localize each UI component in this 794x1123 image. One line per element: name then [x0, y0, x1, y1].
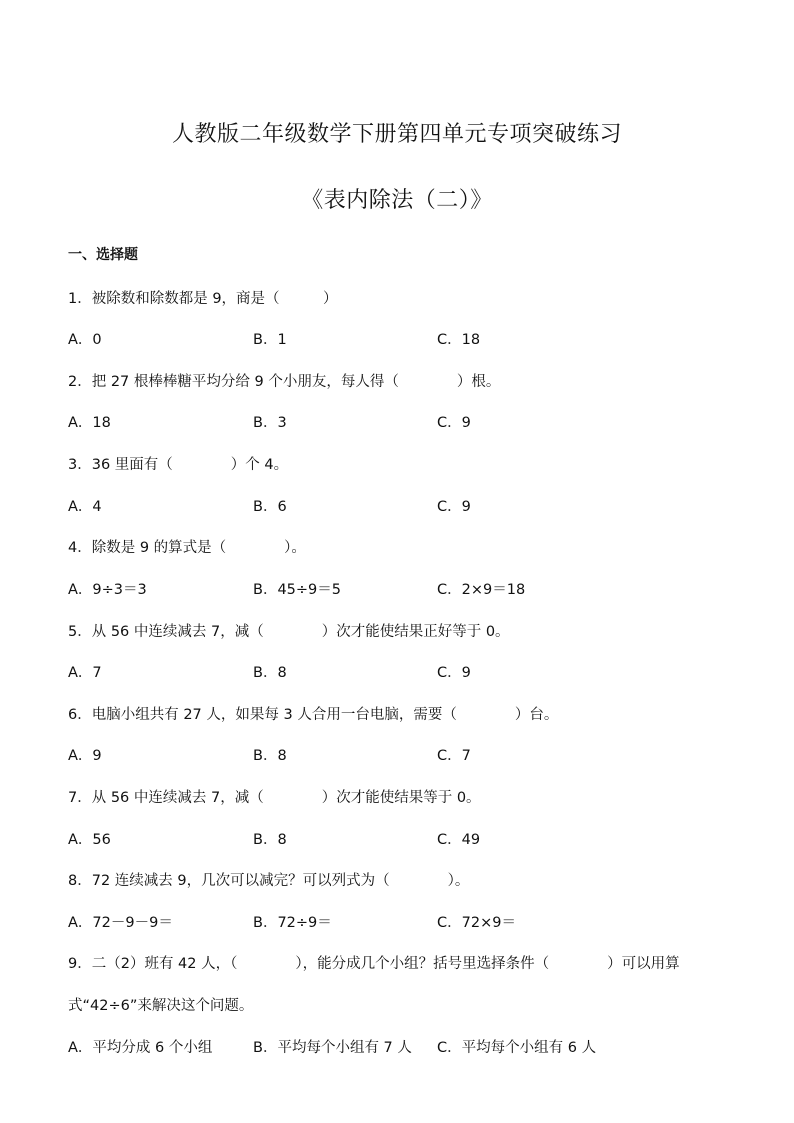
question-6: 6．电脑小组共有 27 人，如果每 3 人合用一台电脑，需要（ ）台。 [68, 707, 559, 723]
question-1: 1．被除数和除数都是 9，商是（ ） [68, 291, 338, 307]
q6-option-b[interactable]: B．8 [253, 748, 287, 764]
q2-option-b[interactable]: B．3 [253, 415, 287, 431]
q3-option-c[interactable]: C．9 [437, 499, 471, 515]
q6-option-a[interactable]: A．9 [68, 748, 102, 764]
q1-option-a[interactable]: A．0 [68, 332, 102, 348]
q2-option-c[interactable]: C．9 [437, 415, 471, 431]
question-2: 2．把 27 根棒棒糖平均分给 9 个小朋友，每人得（ ）根。 [68, 374, 501, 390]
q4-option-b[interactable]: B．45÷9＝5 [253, 582, 341, 598]
q7-option-c[interactable]: C．49 [437, 832, 481, 848]
q1-option-c[interactable]: C．18 [437, 332, 481, 348]
question-5: 5．从 56 中连续减去 7，减（ ）次才能使结果正好等于 0。 [68, 624, 510, 640]
q7-option-a[interactable]: A．56 [68, 832, 111, 848]
q3-option-b[interactable]: B．6 [253, 499, 287, 515]
page-title: 人教版二年级数学下册第四单元专项突破练习 [171, 122, 622, 147]
question-9: 9．二（2）班有 42 人，（ ），能分成几个小组？括号里选择条件（ ）可以用算 [68, 956, 680, 972]
q9-option-c[interactable]: C．平均每个小组有 6 人 [437, 1040, 597, 1056]
q1-option-b[interactable]: B．1 [253, 332, 287, 348]
question-3: 3．36 里面有（ ）个 4。 [68, 457, 289, 473]
q3-option-a[interactable]: A．4 [68, 499, 102, 515]
q5-option-a[interactable]: A．7 [68, 665, 102, 681]
q4-option-a[interactable]: A．9÷3＝3 [68, 582, 147, 598]
section-heading: 一、选择题 [68, 247, 138, 263]
question-9-continued: 式“42÷6”来解决这个问题。 [68, 998, 254, 1014]
question-4: 4．除数是 9 的算式是（ ）。 [68, 540, 306, 556]
q8-option-c[interactable]: C．72×9＝ [437, 915, 516, 931]
q5-option-c[interactable]: C．9 [437, 665, 471, 681]
q7-option-b[interactable]: B．8 [253, 832, 287, 848]
q4-option-c[interactable]: C．2×9＝18 [437, 582, 526, 598]
q8-option-a[interactable]: A．72－9－9＝ [68, 915, 173, 931]
question-7: 7．从 56 中连续减去 7，减（ ）次才能使结果等于 0。 [68, 790, 481, 806]
question-8: 8．72 连续减去 9，几次可以减完？可以列式为（ ）。 [68, 873, 470, 889]
q9-option-b[interactable]: B．平均每个小组有 7 人 [253, 1040, 412, 1056]
q8-option-b[interactable]: B．72÷9＝ [253, 915, 332, 931]
page-subtitle: 《表内除法（二）》 [301, 188, 493, 213]
q5-option-b[interactable]: B．8 [253, 665, 287, 681]
q2-option-a[interactable]: A．18 [68, 415, 111, 431]
q9-option-a[interactable]: A．平均分成 6 个小组 [68, 1040, 213, 1056]
q6-option-c[interactable]: C．7 [437, 748, 471, 764]
